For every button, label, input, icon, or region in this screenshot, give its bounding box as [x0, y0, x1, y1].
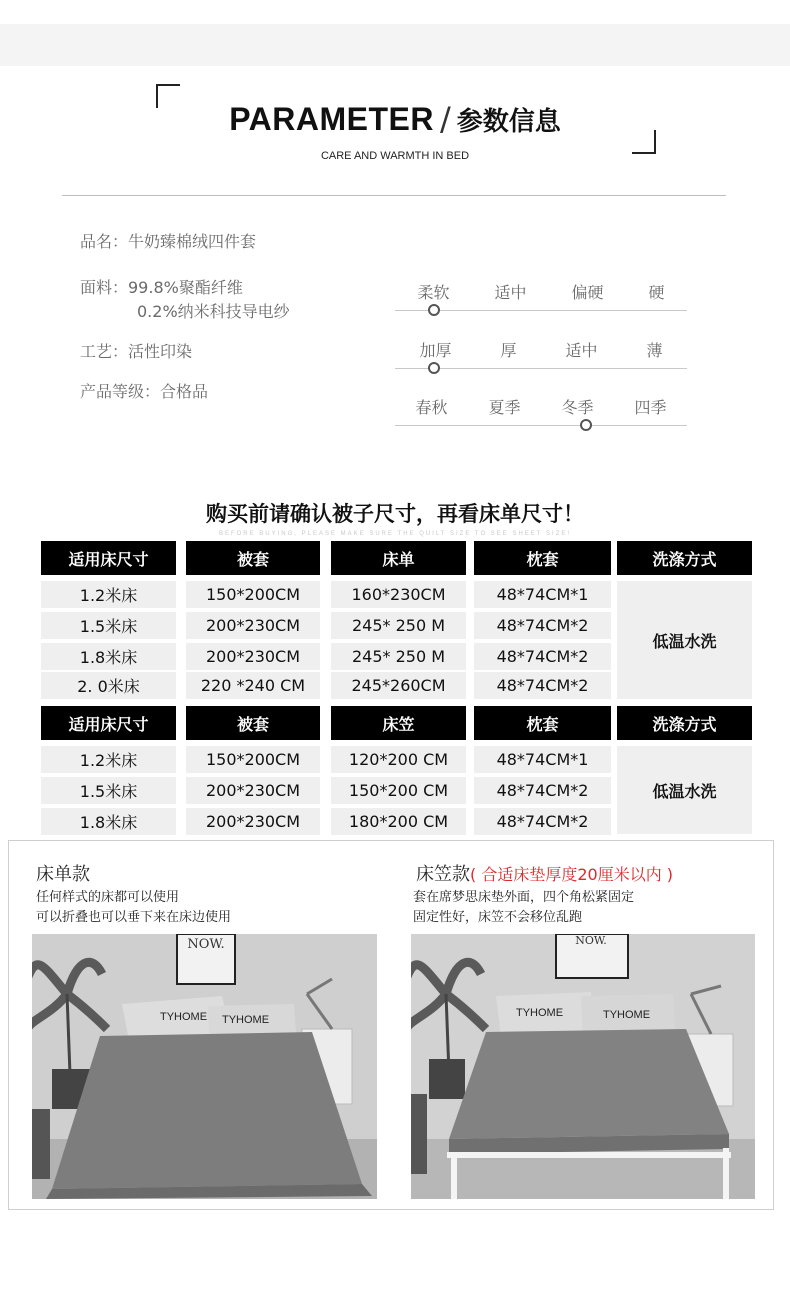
- table-cell: 245* 250 M: [331, 643, 466, 670]
- scale-line: [395, 425, 687, 426]
- poster-text: NOW.: [575, 934, 607, 947]
- fitted-style-desc1: 套在席梦思床垫外面，四个角松紧固定: [413, 890, 635, 905]
- table-cell: 1.5米床: [41, 777, 176, 804]
- spec-grade: 产品等级：合格品: [80, 382, 209, 401]
- fitted-sheet-photo: [411, 934, 755, 1199]
- scale-label: 厚: [500, 341, 517, 360]
- pillow-text-right: TYHOME: [222, 1014, 270, 1026]
- table-cell: 220 *240 CM: [186, 672, 320, 699]
- table-header-cell: 床单: [331, 541, 466, 575]
- spec-fabric: 面料：99.8%聚酯纤维: [80, 278, 243, 297]
- table-cell: 245*260CM: [331, 672, 466, 699]
- pillow-text-left: TYHOME: [160, 1011, 208, 1023]
- table-cell: 1.2米床: [41, 746, 176, 773]
- scale-label: 加厚: [419, 341, 452, 360]
- wash-method-cell: 低温水洗: [617, 581, 752, 699]
- page-title: PARAMETER / 参数信息: [229, 100, 561, 138]
- scale-label: 硬: [648, 283, 665, 302]
- scale-marker: [428, 304, 440, 316]
- table-cell: 200*230CM: [186, 643, 320, 670]
- scale-marker: [428, 362, 440, 374]
- spec-craft: 工艺：活性印染: [80, 342, 193, 361]
- sheet-style-title: 床单款: [36, 864, 90, 885]
- scale-label: 适中: [565, 341, 598, 360]
- top-banner: [0, 24, 790, 66]
- pillow-text-right: TYHOME: [603, 1009, 651, 1021]
- poster-text: NOW.: [187, 937, 225, 952]
- rating-scale-2: [395, 338, 687, 361]
- table-cell: 245* 250 M: [331, 612, 466, 639]
- table-header-cell: 洗涤方式: [617, 706, 752, 740]
- table-cell: 48*74CM*2: [474, 643, 611, 670]
- table-cell: 48*74CM*2: [474, 612, 611, 639]
- table-cell: 200*230CM: [186, 612, 320, 639]
- fitted-style-note: ( 合适床垫厚度20厘米以内 ): [470, 865, 674, 884]
- table-header-cell: 枕套: [474, 541, 611, 575]
- page-subtitle: CARE AND WARMTH IN BED: [320, 150, 470, 162]
- scale-label: 四季: [634, 398, 667, 417]
- table-cell: 1.5米床: [41, 612, 176, 639]
- size-heading: 购买前请确认被子尺寸，再看床单尺寸！: [206, 502, 584, 526]
- fitted-style-desc2: 固定性好，床笠不会移位乱跑: [413, 910, 583, 925]
- table-cell: 200*230CM: [186, 808, 320, 835]
- sheet-style-desc2: 可以折叠也可以垂下来在床边使用: [36, 910, 232, 925]
- rating-scale-1: [395, 280, 687, 303]
- table-cell: 48*74CM*1: [474, 746, 611, 773]
- scale-label: 冬季: [561, 398, 594, 417]
- table-cell: 48*74CM*1: [474, 581, 611, 608]
- scale-label: 春秋: [415, 398, 448, 417]
- table-header-cell: 被套: [186, 541, 320, 575]
- rating-scale-3: [395, 395, 687, 418]
- table-cell: 150*200CM: [186, 746, 320, 773]
- table-cell: 120*200 CM: [331, 746, 466, 773]
- table-header-cell: 洗涤方式: [617, 541, 752, 575]
- table-header-cell: 适用床尺寸: [41, 706, 176, 740]
- table-cell: 160*230CM: [331, 581, 466, 608]
- table-cell: 180*200 CM: [331, 808, 466, 835]
- size-heading-sub: BEFORE BUYING, PLEASE MAKE SURE THE QUILT SIZE TO SEE SHEET SIZE!: [218, 531, 572, 537]
- scale-label: 薄: [646, 341, 663, 360]
- scale-marker: [580, 419, 592, 431]
- scale-label: 适中: [494, 283, 527, 302]
- table-cell: 1.8米床: [41, 808, 176, 835]
- table-cell: 200*230CM: [186, 777, 320, 804]
- table-cell: 2. 0米床: [41, 672, 176, 699]
- spec-fabric-line2: 0.2%纳米科技导电纱: [137, 302, 290, 321]
- table-cell: 1.2米床: [41, 581, 176, 608]
- table-header-cell: 适用床尺寸: [41, 541, 176, 575]
- scale-label: 柔软: [417, 283, 450, 302]
- table-cell: 150*200CM: [186, 581, 320, 608]
- table-cell: 150*200 CM: [331, 777, 466, 804]
- fitted-style-title: 床笠款( 合适床垫厚度20厘米以内 ): [416, 864, 674, 885]
- scale-label: 偏硬: [571, 283, 604, 302]
- sheet-style-desc1: 任何样式的床都可以使用: [36, 890, 180, 905]
- wash-method-cell: 低温水洗: [617, 746, 752, 834]
- table-cell: 48*74CM*2: [474, 808, 611, 835]
- spec-name: 品名：牛奶臻棉绒四件套: [80, 232, 257, 251]
- pillow-text-left: TYHOME: [516, 1007, 564, 1019]
- scale-label: 夏季: [488, 398, 521, 417]
- table-cell: 48*74CM*2: [474, 777, 611, 804]
- divider: [62, 195, 726, 196]
- table-header-cell: 被套: [186, 706, 320, 740]
- table-header-cell: 床笠: [331, 706, 466, 740]
- table-cell: 48*74CM*2: [474, 672, 611, 699]
- flat-sheet-photo: [32, 934, 377, 1199]
- table-cell: 1.8米床: [41, 643, 176, 670]
- table-header-cell: 枕套: [474, 706, 611, 740]
